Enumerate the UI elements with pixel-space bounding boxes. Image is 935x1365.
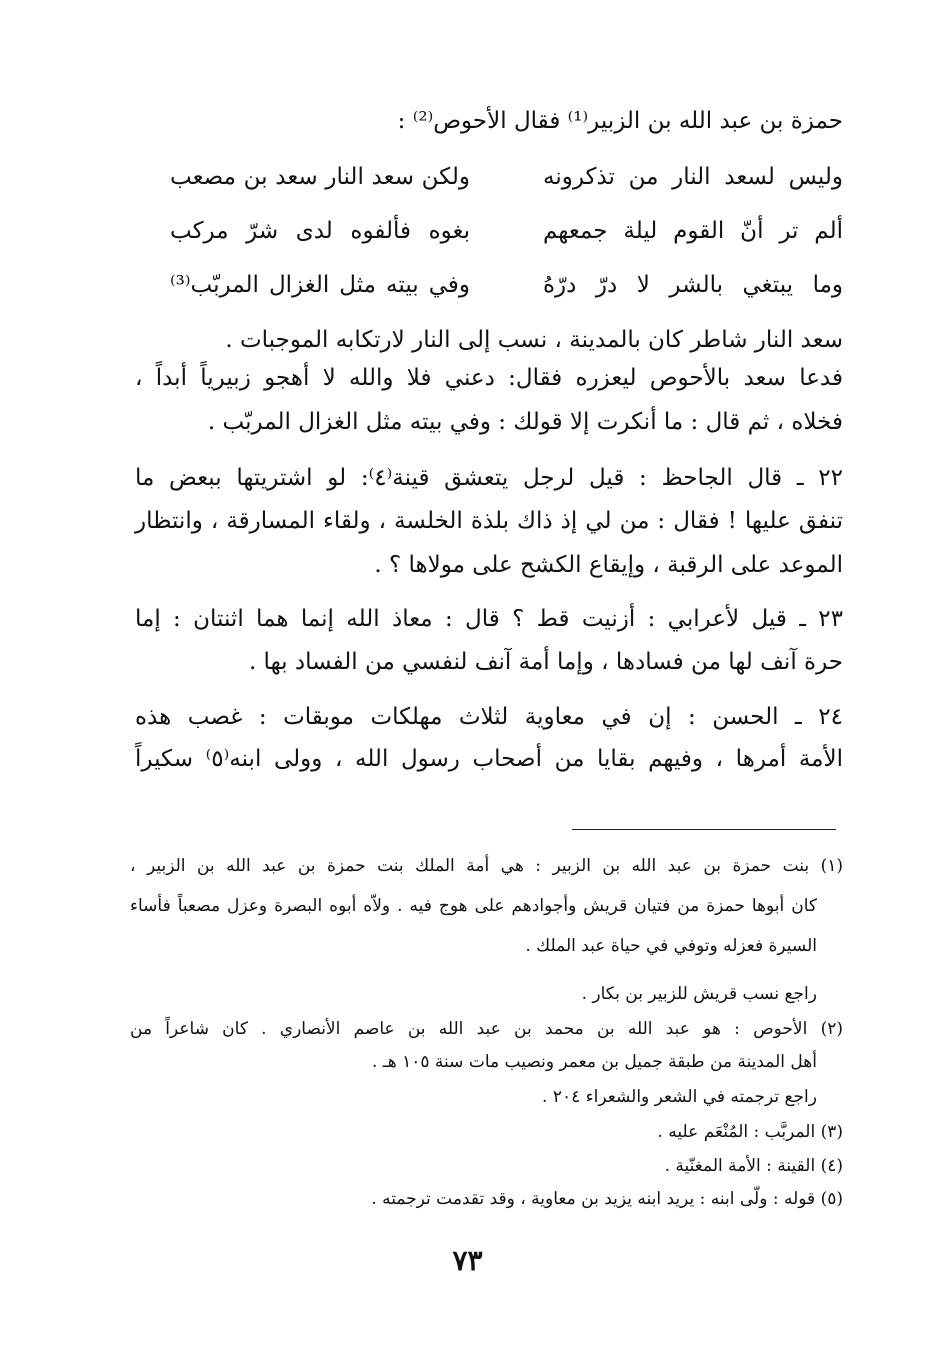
footnote-1-line-3: السيرة فعزله وتوفي في حياة عبد الملك . [525, 936, 817, 956]
footnote-5: (٥) قوله : ولّى ابنه : يريد ابنه يزيد بن معاوية ، وقد تقدمت ترجمته . [371, 1189, 843, 1209]
verse-1-first-hemistich: وليس لسعد النار من تذكرونه [543, 164, 843, 190]
footnote-2-line-1: (٢) الأحوص : هو عبد الله بن محمد بن عبد الله بن عاصم الأنصاري . كان شاعراً من [130, 1019, 843, 1039]
verse-1 [170, 158, 843, 196]
footnote-3: (٣) المربَّب : المُنْعَم عليه . [657, 1122, 843, 1142]
footnote-1-line-4: راجع نسب قريش للزبير بن بكار . [581, 984, 817, 1004]
paragraph-2-line-3: الموعد على الرقبة ، وإيقاع الكشح على مولاها ؟ . [374, 552, 843, 578]
page-number: ٧٣ [452, 1244, 483, 1277]
verse-2 [170, 212, 843, 250]
paragraph-2-line-2: تنفق عليها ! فقال : من لي إذ ذاك بلذة الخلسة ، ولقاء المسارقة ، وانتظار [135, 508, 843, 534]
paragraph-1-line-3: فخلاه ، ثم قال : ما أنكرت إلا قولك : وفي بيته مثل الغزال المربّب . [207, 409, 843, 435]
footnote-4: (٤) القينة : الأمة المغنّية . [664, 1156, 843, 1176]
paragraph-1-line-1: سعد النار شاطر كان بالمدينة ، نسب إلى النار لارتكابه الموجبات . [225, 327, 843, 353]
verse-3 [170, 266, 843, 304]
footnote-2-line-3: راجع ترجمته في الشعر والشعراء ٢٠٤ . [542, 1087, 817, 1107]
paragraph-3-line-1: ٢٣ ـ قيل لأعرابي : أزنيت قط ؟ قال : معاذ الله إنما هما اثنتان : إما [135, 606, 843, 632]
footnote-separator [572, 829, 836, 830]
paragraph-4-line-1: ٢٤ ـ الحسن : إن في معاوية لثلاث مهلكات موبقات : غصب هذه [135, 704, 843, 730]
paragraph-2-line-1: ٢٢ ـ قال الجاحظ : قيل لرجل يتعشق قينة⁽٤⁾: لو اشتريتها ببعض ما [135, 465, 844, 491]
paragraph-3-line-2: حرة آنف لها من فسادها ، وإما أمة آنف لنفسي من الفساد بها . [248, 649, 843, 675]
verse-2-first-hemistich: ألم تر أنّ القوم ليلة جمعهم [543, 218, 843, 244]
verse-3-first-hemistich: وما يبتغي بالشر لا درّ درّهُ [543, 272, 843, 298]
verse-3-second-hemistich: وفي بيته مثل الغزال المربّب⁽³⁾ [170, 272, 470, 298]
paragraph-1-line-2: فدعا سعد بالأحوص ليعزره فقال: دعني فلا والله لا أهجو زبيرياً أبداً ، [135, 365, 843, 391]
footnote-1-line-1: (١) بنت حمزة بن عبد الله بن الزبير : هي أمة الملك بنت حمزة بن عبد الله بن الزبير ، [130, 856, 843, 876]
verse-2-second-hemistich: بغوه فألفوه لدى شرّ مركب [170, 218, 470, 244]
footnote-2-line-2: أهل المدينة من طبقة جميل بن معمر ونصيب مات سنة ١٠٥ هـ . [371, 1052, 817, 1072]
paragraph-4-line-2: الأمة أمرها ، وفيهم بقايا من أصحاب رسول الله ، وولى ابنه⁽٥⁾ سكيراً [135, 746, 843, 772]
intro-line: حمزة بن عبد الله بن الزبير⁽¹⁾ فقال الأحوص⁽²⁾ : [397, 108, 843, 134]
verse-1-second-hemistich: ولكن سعد النار سعد بن مصعب [170, 164, 470, 190]
footnote-1-line-2: كان أبوها حمزة من فتيان قريش وأجوادهم على هوج فيه . ولاّه أبوه البصرة وعزل مصعباً فأساء [130, 896, 817, 916]
